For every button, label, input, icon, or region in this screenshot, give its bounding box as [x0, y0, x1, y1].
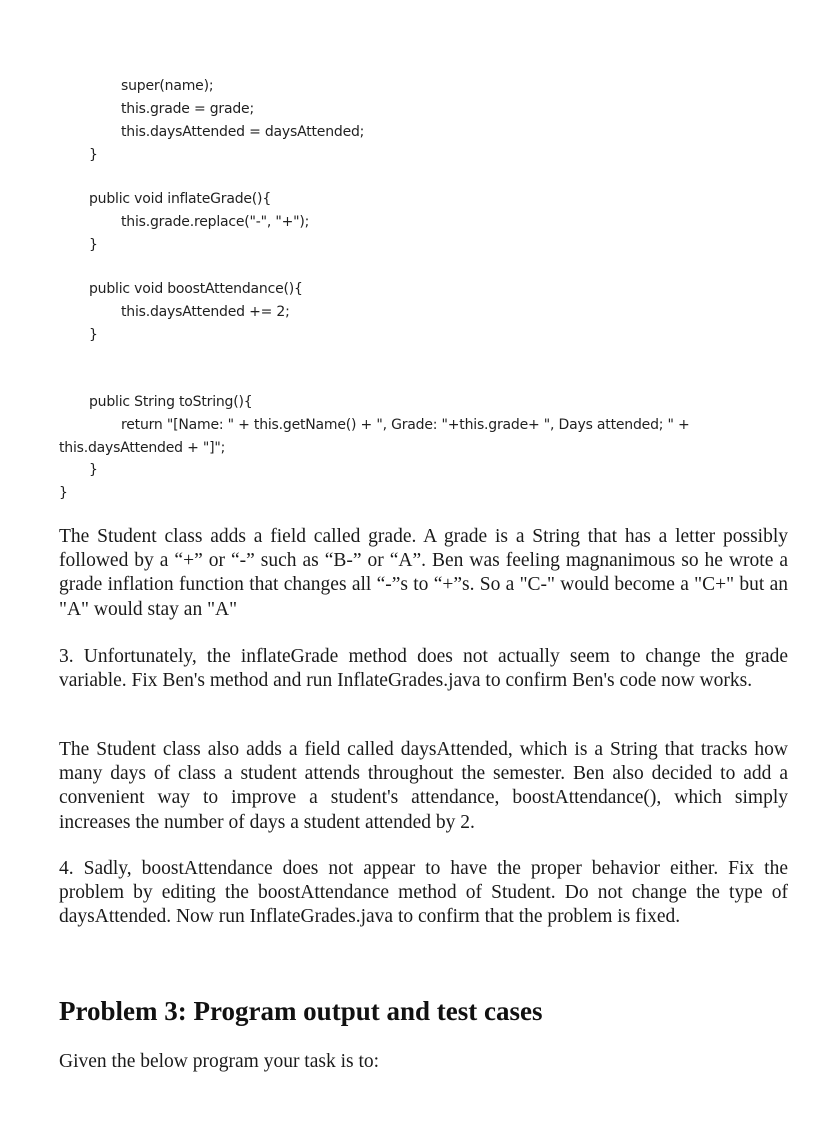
code-boost-body: this.daysAttended += 2; [121, 304, 290, 320]
code-tostring-continuation: this.daysAttended + "]"; [59, 440, 226, 456]
section-heading-problem-3: Problem 3: Program output and test cases [59, 996, 543, 1026]
code-line-super: super(name); [121, 78, 214, 94]
code-inflate-body: this.grade.replace("-", "+"); [121, 214, 310, 230]
code-boost-signature: public void boostAttendance(){ [89, 281, 303, 297]
code-tostring-return: return "[Name: " + this.getName() + ", Grade: "+this.grade+ ", Days attended; " + [121, 417, 690, 433]
code-close-inflate: } [89, 237, 98, 253]
paragraph-task-3: 3. Unfortunately, the inflateGrade method does not actually seem to change the grade variable. Fix Ben's method and run InflateGrades.java to confirm Ben's code now works. [59, 646, 788, 692]
code-tostring-signature: public String toString(){ [89, 394, 253, 410]
paragraph-problem-3-intro: Given the below program your task is to: [59, 1051, 380, 1072]
code-close-class: } [59, 485, 68, 501]
paragraph-student-grade-intro: The Student class adds a field called grade. A grade is a String that has a letter possibly followed by a “+” or “-” such as “B-” or “A”. Ben was feeling magnanimous so he wrote a grade inflation function that changes all “-”s to “+”s. So a "C-" would become a "C+" but an "A" would stay an "A" [59, 526, 788, 620]
code-close-constructor: } [89, 147, 98, 163]
code-close-boost: } [89, 327, 98, 343]
code-inflate-signature: public void inflateGrade(){ [89, 191, 272, 207]
paragraph-days-attended-intro: The Student class also adds a field called daysAttended, which is a String that tracks how many days of class a student attends throughout the semester. Ben also decided to add a convenient way to improve a student's attendance, boostAttendance(), which simply increases the number of days a student attended by 2. [59, 739, 788, 833]
code-line-grade-assign: this.grade = grade; [121, 101, 254, 117]
code-line-days-assign: this.daysAttended = daysAttended; [121, 124, 365, 140]
paragraph-task-4: 4. Sadly, boostAttendance does not appear to have the proper behavior either. Fix the problem by editing the boostAttendance method of Student. Do not change the type of daysAttended. Now run InflateGrades.java to confirm that the problem is fixed. [59, 858, 788, 928]
code-close-tostring: } [89, 462, 98, 478]
